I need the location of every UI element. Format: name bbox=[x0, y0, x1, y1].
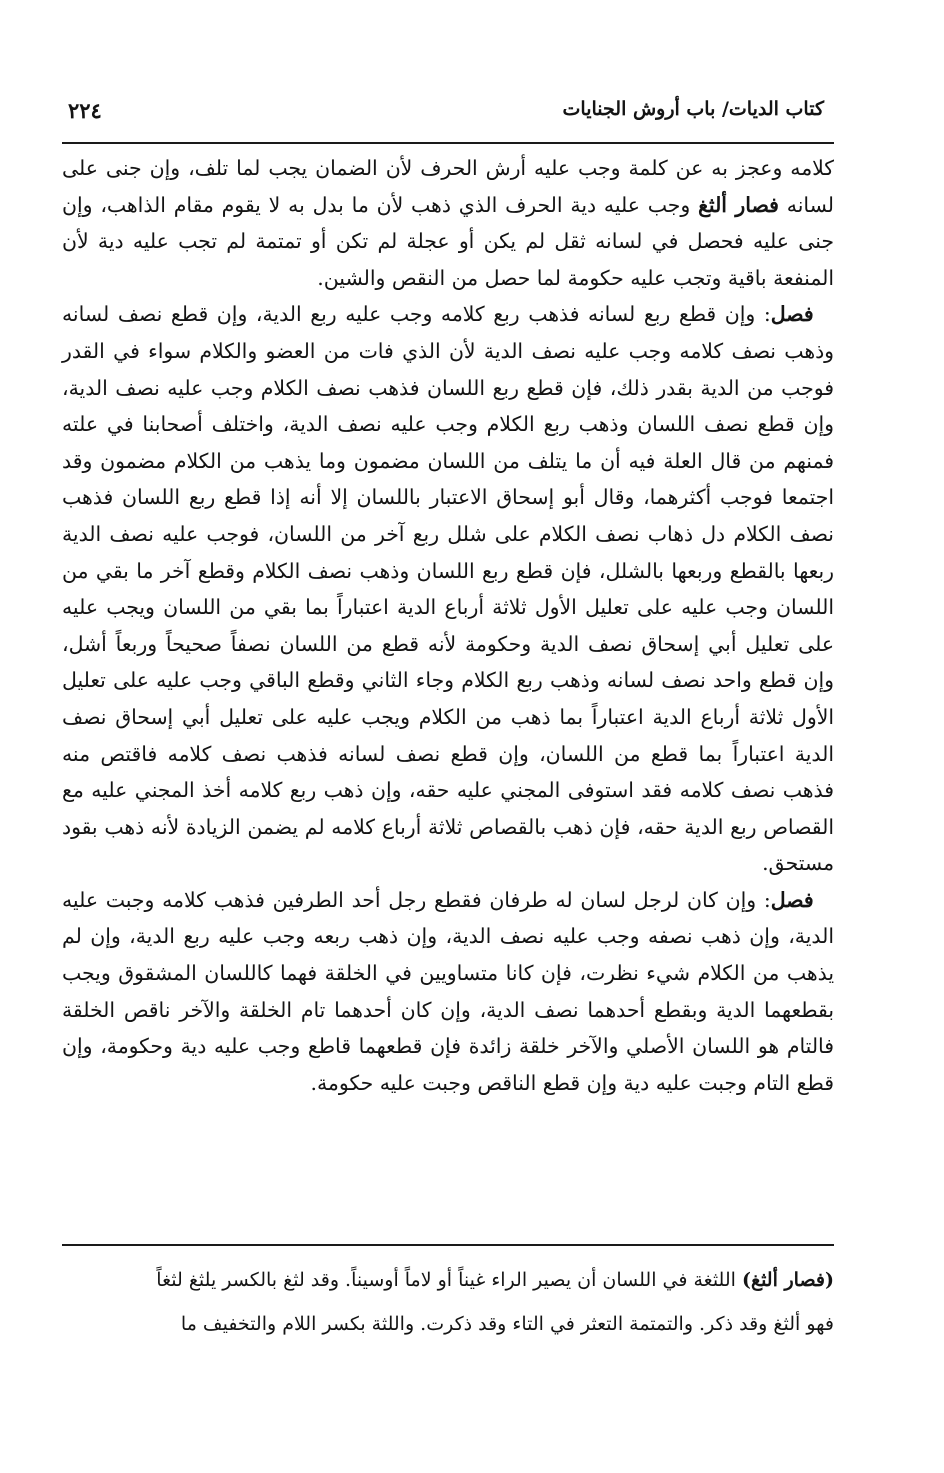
paragraph-continuation bbox=[62, 150, 834, 296]
section-marker: فصل bbox=[770, 302, 814, 327]
paragraph-fasl-2: فصل: وإن كان لرجل لسان له طرفان فقطع رجل أحد الطرفين فذهب كلامه وجبت عليه الدية، وإن ذهب نصفه وجب عليه نصف الدية، وإن ذهب ربعه وجب عليه ربع الدية، وإن لم يذهب من الكلام شيء نظرت، فإن كانا متساويين في الخلقة فهما كاللسان المشقوق ويجب بقطعهما الدية وبقطع أحدهما نصف الدية، وإن كان أحدهما تام الخلقة والآخر ناقص الخلقة فالتام هو اللسان الأصلي والآخر خلقة زائدة فإن قطعهما قاطع وجب عليه دية وحكومة، وإن قطع التام وجبت عليه دية وإن قطع الناقص وجبت عليه حكومة. bbox=[62, 887, 834, 1095]
footnote-divider bbox=[62, 1244, 834, 1246]
page-header bbox=[62, 92, 834, 144]
paragraph-text: وإن قطع ربع لسانه فذهب ربع كلامه وجب عليه ربع الدية، وإن قطع نصف لسانه وذهب نصف كلامه وجب عليه نصف الدية لأن الذي فات من العضو والكلام سواء في القدر فوجب من الدية بقدر ذلك، فإن قطع ربع اللسان فذهب نصف الكلام وجب عليه نصف الدية، وإن قطع نصف اللسان وذهب ربع الكلام وجب عليه نصف الدية، واختلف أصحابنا في علته فمنهم من قال العلة فيه أن ما يتلف من اللسان مضمون وما يذهب من الكلام مضمون وقد اجتمعا فوجب أكثرهما، وقال أبو إسحاق الاعتبار باللسان إلا أنه إذا قطع ربع اللسان فذهب نصف الكلام دل ذهاب نصف الكلام على شلل ربع آخر من اللسان، فوجب عليه نصف الدية ربعها بالقطع وربعها بالشلل، فإن قطع ربع اللسان وذهب نصف الكلام وقطع آخر ما بقي من اللسان وجب عليه على تعليل الأول ثلاثة أرباع الدية اعتباراً بما بقي من اللسان ويجب عليه على تعليل أبي إسحاق نصف الدية وحكومة لأنه قطع من اللسان نصفاً صحيحاً وربعاً أشل، وإن قطع واحد نصف لسانه وذهب ربع الكلام وجاء الثاني وقطع الباقي وجب عليه على تعليل الأول ثلاثة أرباع الدية اعتباراً بما ذهب من الكلام ويجب عليه على تعليل أبي إسحاق نصف الدية اعتباراً بما قطع من اللسان، وإن قطع نصف لسانه فذهب نصف كلامه فاقتص منه فذهب نصف كلامه فقد استوفى المجني عليه حقه، وإن ذهب ربع كلامه أخذ المجني عليه مع القصاص ربع الدية حقه، فإن ذهب بالقصاص ثلاثة أرباع كلامه لم يضمن الزيادة لأنه ذهب بقود مستحق. bbox=[62, 302, 834, 876]
book-page bbox=[62, 92, 834, 1442]
highlighted-term: فصار ألثغ bbox=[698, 192, 779, 217]
footnote-term: (فصار ألثغ) bbox=[741, 1269, 834, 1291]
footnotes bbox=[62, 1258, 834, 1346]
footnote-line: (فصار ألثغ) اللثغة في اللسان أن يصير الراء غيناً أو لاماً أوسيناً. وقد لثغ بالكسر يلثغ لثغاً bbox=[156, 1269, 834, 1291]
paragraph-text: كلامه وعجز به عن كلمة وجب عليه أرش الحرف لأن الضمان يجب لما تلف، وإن جنى على لسانه bbox=[62, 156, 834, 217]
footnote-line: فهو ألثغ وقد ذكر. والتمتمة التعثر في التاء وقد ذكرت. واللثة بكسر اللام والتخفيف ما bbox=[180, 1313, 834, 1335]
paragraph-fasl-1: فصل: وإن قطع ربع لسانه فذهب ربع كلامه وجب عليه ربع الدية، وإن قطع نصف لسانه وذهب نصف كلامه وجب عليه نصف الدية لأن الذي فات من العضو والكلام سواء في القدر فوجب من الدية بقدر ذلك، فإن قطع ربع اللسان فذهب نصف الكلام وجب عليه نصف الدية، وإن قطع نصف اللسان وذهب ربع الكلام وجب عليه نصف الدية، واختلف أصحابنا في علته فمنهم من قال العلة فيه أن ما يتلف من اللسان مضمون وما يذهب من الكلام مضمون وقد اجتمعا فوجب أكثرهما، وقال أبو إسحاق الاعتبار باللسان إلا أنه إذا قطع ربع اللسان فذهب نصف الكلام دل ذهاب نصف الكلام على شلل ربع آخر من اللسان، فوجب عليه نصف الدية ربعها بالقطع وربعها بالشلل، فإن قطع ربع اللسان وذهب نصف الكلام وقطع آخر ما بقي من اللسان وجب عليه على تعليل الأول ثلاثة أرباع الدية اعتباراً بما بقي من اللسان ويجب عليه على تعليل أبي إسحاق نصف الدية وحكومة لأنه قطع من اللسان نصفاً صحيحاً وربعاً أشل، وإن قطع واحد نصف لسانه وذهب ربع الكلام وجاء الثاني وقطع الباقي وجب عليه على تعليل الأول ثلاثة أرباع الدية اعتباراً بما ذهب من الكلام ويجب عليه على تعليل أبي إسحاق نصف الدية اعتباراً بما قطع من اللسان، وإن قطع نصف لسانه فذهب نصف كلامه فاقتص منه فذهب نصف كلامه فقد استوفى المجني عليه حقه، وإن ذهب ربع كلامه أخذ المجني عليه مع القصاص ربع الدية حقه، فإن ذهب بالقصاص ثلاثة أرباع كلامه لم يضمن الزيادة لأنه ذهب بقود مستحق. bbox=[62, 302, 834, 876]
running-title: كتاب الديات/ باب أروش الجنايات bbox=[562, 98, 824, 120]
paragraph-text: وإن كان لرجل لسان له طرفان فقطع رجل أحد الطرفين فذهب كلامه وجبت عليه الدية، وإن ذهب نصفه وجب عليه نصف الدية، وإن ذهب ربعه وجب عليه ربع الدية، وإن لم يذهب من الكلام شيء نظرت، فإن كانا متساويين في الخلقة فهما كاللسان المشقوق ويجب بقطعهما الدية وبقطع أحدهما نصف الدية، وإن كان أحدهما تام الخلقة والآخر ناقص الخلقة فالتام هو اللسان الأصلي والآخر خلقة زائدة فإن قطعهما قاطع وجب عليه دية وحكومة، وإن قطع التام وجبت عليه دية وإن قطع الناقص وجبت عليه حكومة. bbox=[62, 887, 834, 1095]
main-text bbox=[62, 150, 834, 1101]
page-number: ٢٢٤ bbox=[68, 98, 102, 123]
paragraph-text: وجب عليه دية الحرف الذي ذهب لأن ما بدل به لا يقوم مقام الذاهب، وإن جنى عليه فحصل في لسانه ثقل لم يكن أو عجلة لم تكن أو تمتمة لم تجب عليه دية لأن المنفعة باقية وتجب عليه حكومة لما حصل من النقص والشين. bbox=[62, 192, 834, 290]
section-marker: فصل bbox=[770, 887, 814, 912]
